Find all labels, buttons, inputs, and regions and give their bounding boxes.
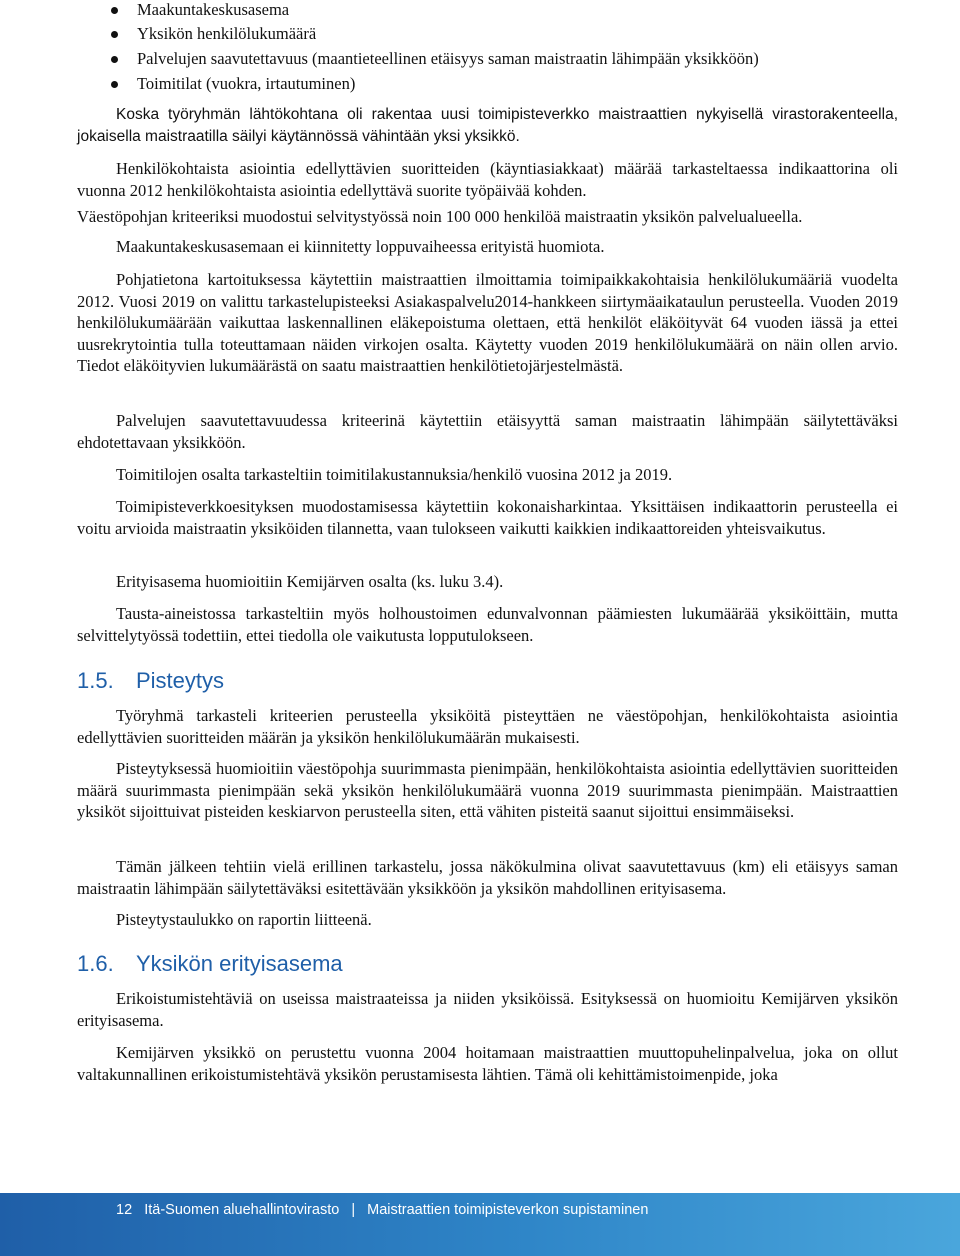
bullet-item: Toimitilat (vuokra, irtautuminen) (137, 74, 356, 93)
paragraph: Väestöpohjan kriteeriksi muodostui selvitystyössä noin 100 000 henkilöä maistraatin yksikön palvelualueella. (77, 207, 803, 226)
paragraph: Toimipisteverkkoesityksen muodostamisessa käytettiin kokonaisharkintaa. Yksittäisen indikaattorin perusteella ei voitu arvioida maistraatin yksiköiden tilannetta, vaan tulokseen vaikutti kaikkien indikaattoreiden yhteisvaikutus. (77, 497, 898, 538)
paragraph: Erityisasema huomioitiin Kemijärven osalta (ks. luku 3.4). (116, 572, 504, 591)
bullet-item: Yksikön henkilölukumäärä (137, 24, 317, 43)
paragraph: Pisteytystaulukko on raportin liitteenä. (116, 910, 372, 929)
section-title: Pisteytys (136, 668, 225, 693)
section-title: Yksikön erityisasema (136, 951, 343, 976)
footer-separator: | (351, 1202, 356, 1218)
bullet-item: Maakuntakeskusasema (137, 0, 290, 19)
paragraph: Pohjatietona kartoituksessa käytettiin maistraattien ilmoittamia toimipaikkakohtaisia henkilölukumääriä vuodelta 2012. Vuosi 2019 on valittu tarkastelupisteeksi Asiakaspalvelu2014-hankkeen siirtymäaikataulun perusteella. Vuoden 2019 henkilölukumäärään vaikuttaa laskennallinen eläkepoistuma olettaen, että henkilöt eläköityvät 64 vuoden iässä ja ettei uusrekrytointia tulla toteuttamaan näiden virkojen osalta. Käytetty vuoden 2019 henkilölukumäärä on näin ollen arvio. Tiedot eläköityvien lukumäärästä on saatu maistraattien henkilötietojärjestelmästä. (77, 270, 898, 376)
section-number: 1.6. (77, 951, 114, 976)
section-heading (77, 951, 343, 977)
paragraph: Toimitilojen osalta tarkasteltiin toimitilakustannuksia/henkilö vuosina 2012 ja 2019. (116, 465, 673, 484)
paragraph: Tämän jälkeen tehtiin vielä erillinen tarkastelu, jossa näkökulmina olivat saavutettavuus (km) eli etäisyys saman maistraatin lähimpään säilytettäväksi esitettävään yksikköön ja yksikön mahdollinen erityisasema. (77, 857, 898, 898)
paragraph: Koska työryhmän lähtökohtana oli rakentaa uusi toimipisteverkko maistraattien nykyisellä virastorakenteella, jokaisella maistraatilla säilyi käytännössä vähintään yksi yksikkö. (77, 106, 898, 145)
section-heading (77, 668, 224, 694)
paragraph: Palvelujen saavutettavuudessa kriteerinä käytettiin etäisyyttä saman maistraatin lähimpään säilytettäväksi ehdotettavaan yksikköön. (77, 411, 898, 452)
paragraph: Kemijärven yksikkö on perustettu vuonna 2004 hoitamaan maistraattien muuttopuhelinpalvelua, joka on ollut valtakunnallinen erikoistumistehtävä yksikön perustamisesta lähtien. Tämä oli kehittämistoimenpide, joka (77, 1043, 898, 1084)
paragraph: Henkilökohtaista asiointia edellyttävien suoritteiden (käyntiasiakkaat) määrää tarkasteltaessa indikaattorina oli vuonna 2012 henkilökohtaista asiointia edellyttävä suorite työpäivää kohden. (77, 159, 898, 200)
footer-document-title: Maistraattien toimipisteverkon supistaminen (367, 1202, 649, 1218)
paragraph: Tausta-aineistossa tarkasteltiin myös holhoustoimen edunvalvonnan päämiesten lukumäärää yksiköittäin, mutta selvittelytyössä todettiin, ettei tiedolla ole vaikutusta lopputulokseen. (77, 604, 898, 645)
bullet-item: Palvelujen saavutettavuus (maantieteellinen etäisyys saman maistraatin lähimpään yksikköön) (137, 49, 759, 68)
footer-organization: Itä-Suomen aluehallintovirasto (144, 1202, 340, 1218)
footer-text (116, 1201, 648, 1219)
paragraph: Erikoistumistehtäviä on useissa maistraateissa ja niiden yksiköissä. Esityksessä on huomioitu Kemijärven yksikön erityisasema. (77, 989, 898, 1030)
paragraph: Pisteytyksessä huomioitiin väestöpohja suurimmasta pienimpään, henkilökohtaista asiointia edellyttävien suoritteiden määrä suurimmasta pienimpään sekä yksikön henkilölukumäärä vuonna 2019 suurimmasta pienimpään. Maistraattien yksiköt sijoittuivat pisteiden keskiarvon perusteella siten, että vähiten pisteitä saanut sijoittui ensimmäiseksi. (77, 759, 898, 822)
paragraph: Maakuntakeskusasemaan ei kiinnitetty loppuvaiheessa erityistä huomiota. (116, 237, 605, 256)
page-footer (0, 1193, 960, 1256)
section-number: 1.5. (77, 668, 114, 693)
paragraph: Työryhmä tarkasteli kriteerien perusteella yksiköitä pisteyttäen ne väestöpohjan, henkilökohtaista asiointia edellyttävien suoritteiden määrän ja yksikön henkilölukumäärän mukaisesti. (77, 706, 898, 747)
page-number: 12 (116, 1202, 133, 1218)
